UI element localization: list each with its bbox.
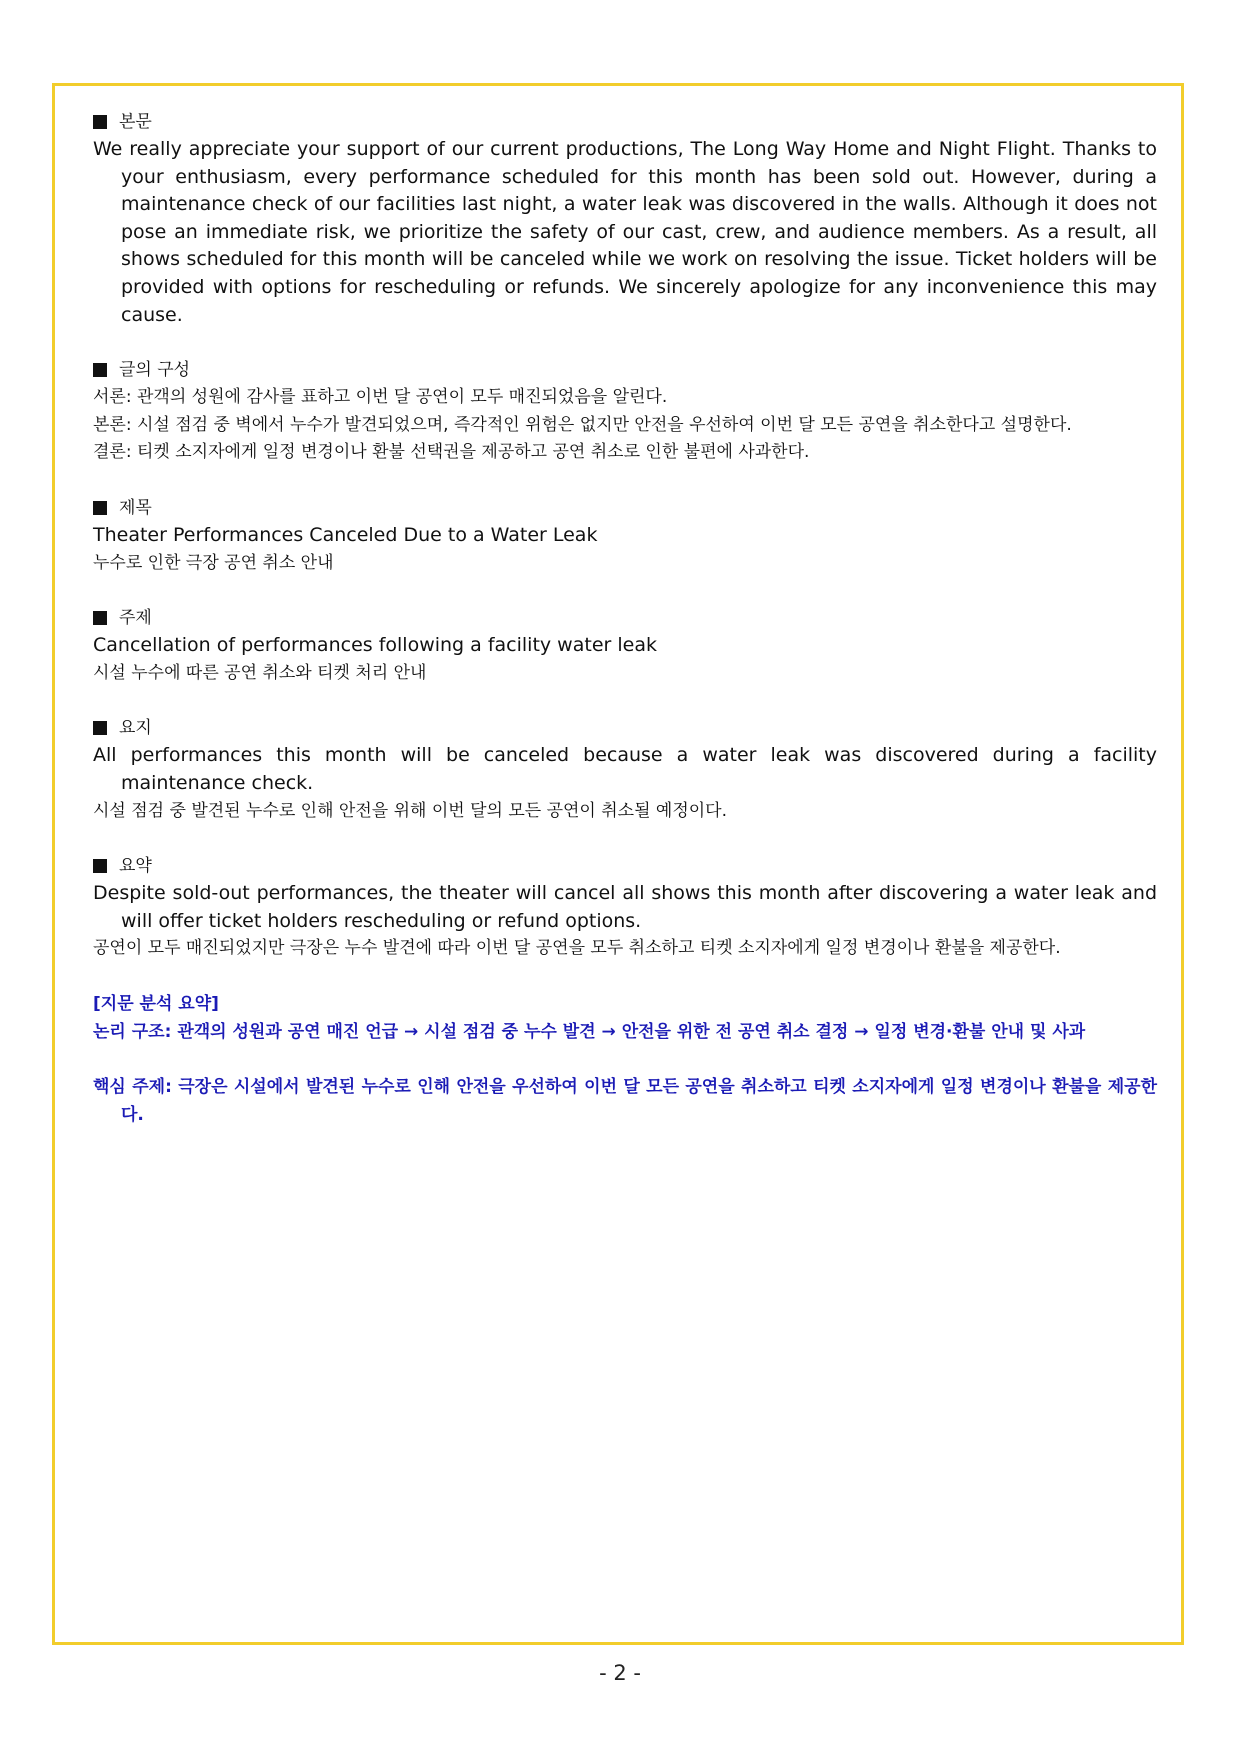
section-heading xyxy=(93,714,1157,742)
topic-english: Cancellation of performances following a facility water leak xyxy=(93,634,657,657)
body-text: We really appreciate your support of our current productions, The Long Way Home and Night Flight. Thanks to your enthusiasm, every performance scheduled for this month has been sold out. However, during a maintenance check of our facilities last night, a water leak was discovered in the walls. Although it does not pose an immediate risk, we prioritize the safety of our cast, crew, and audience members. As a result, all shows scheduled for this month will be canceled while we work on resolving the issue. Ticket holders will be provided with options for rescheduling or refunds. We sincerely apologize for any inconvenience this may cause. xyxy=(93,138,1157,326)
section-gist xyxy=(93,714,1157,825)
page-number: - 2 - xyxy=(599,1661,641,1685)
title-korean: 누수로 인한 극장 공연 취소 안내 xyxy=(93,552,334,573)
section-structure xyxy=(93,356,1157,467)
square-bullet-icon xyxy=(93,721,107,735)
summary-korean: 공연이 모두 매진되었지만 극장은 누수 발견에 따라 이번 달 공연을 모두 취소하고 티켓 소지자에게 일정 변경이나 환불을 제공한다. xyxy=(93,938,1061,959)
heading-label: 본문 xyxy=(119,112,152,132)
section-title xyxy=(93,494,1157,577)
square-bullet-icon xyxy=(93,115,107,129)
heading-label: 요지 xyxy=(119,718,152,739)
document-content xyxy=(93,108,1157,1129)
analysis-summary xyxy=(93,990,1157,1129)
section-heading xyxy=(93,604,1157,632)
gist-korean: 시설 점검 중 발견된 누수로 인해 안전을 위해 이번 달의 모든 공연이 취소될 예정이다. xyxy=(93,800,728,821)
analysis-logic: 논리 구조: 관객의 성원과 공연 매진 언급 → 시설 점검 중 누수 발견 → 안전을 위한 전 공연 취소 결정 → 일정 변경·환불 안내 및 사과 xyxy=(93,1021,1086,1042)
section-topic xyxy=(93,604,1157,687)
topic-korean: 시설 누수에 따른 공연 취소와 티켓 처리 안내 xyxy=(93,662,427,683)
section-body xyxy=(93,108,1157,329)
heading-label: 주제 xyxy=(119,608,152,629)
section-heading xyxy=(93,108,1157,136)
structure-main: 본론: 시설 점검 중 벽에서 누수가 발견되었으며, 즉각적인 위험은 없지만 안전을 우선하여 이번 달 모든 공연을 취소한다고 설명한다. xyxy=(93,414,1072,435)
structure-intro: 서론: 관객의 성원에 감사를 표하고 이번 달 공연이 모두 매진되었음을 알린다. xyxy=(93,387,668,408)
section-heading xyxy=(93,852,1157,880)
heading-label: 제목 xyxy=(119,497,152,518)
square-bullet-icon xyxy=(93,363,107,377)
section-summary xyxy=(93,852,1157,963)
square-bullet-icon xyxy=(93,859,107,873)
analysis-core: 핵심 주제: 극장은 시설에서 발견된 누수로 인해 안전을 우선하여 이번 달 모든 공연을 취소하고 티켓 소지자에게 일정 변경이나 환불을 제공한다. xyxy=(93,1076,1157,1125)
section-heading xyxy=(93,356,1157,384)
section-heading xyxy=(93,494,1157,522)
square-bullet-icon xyxy=(93,611,107,625)
structure-conclusion: 결론: 티켓 소지자에게 일정 변경이나 환불 선택권을 제공하고 공연 취소로 인한 불편에 사과한다. xyxy=(93,442,810,463)
heading-label: 요약 xyxy=(119,856,152,877)
gist-english: All performances this month will be canceled because a water leak was discovered during a facility maintenance check. xyxy=(93,744,1157,794)
square-bullet-icon xyxy=(93,501,107,515)
spacer xyxy=(93,1046,1157,1073)
heading-label: 글의 구성 xyxy=(119,360,191,381)
title-english: Theater Performances Canceled Due to a Water Leak xyxy=(93,523,598,546)
analysis-title: [지문 분석 요약] xyxy=(93,993,219,1014)
summary-english: Despite sold-out performances, the theater will cancel all shows this month after discovering a water leak and will offer ticket holders rescheduling or refund options. xyxy=(93,882,1157,932)
